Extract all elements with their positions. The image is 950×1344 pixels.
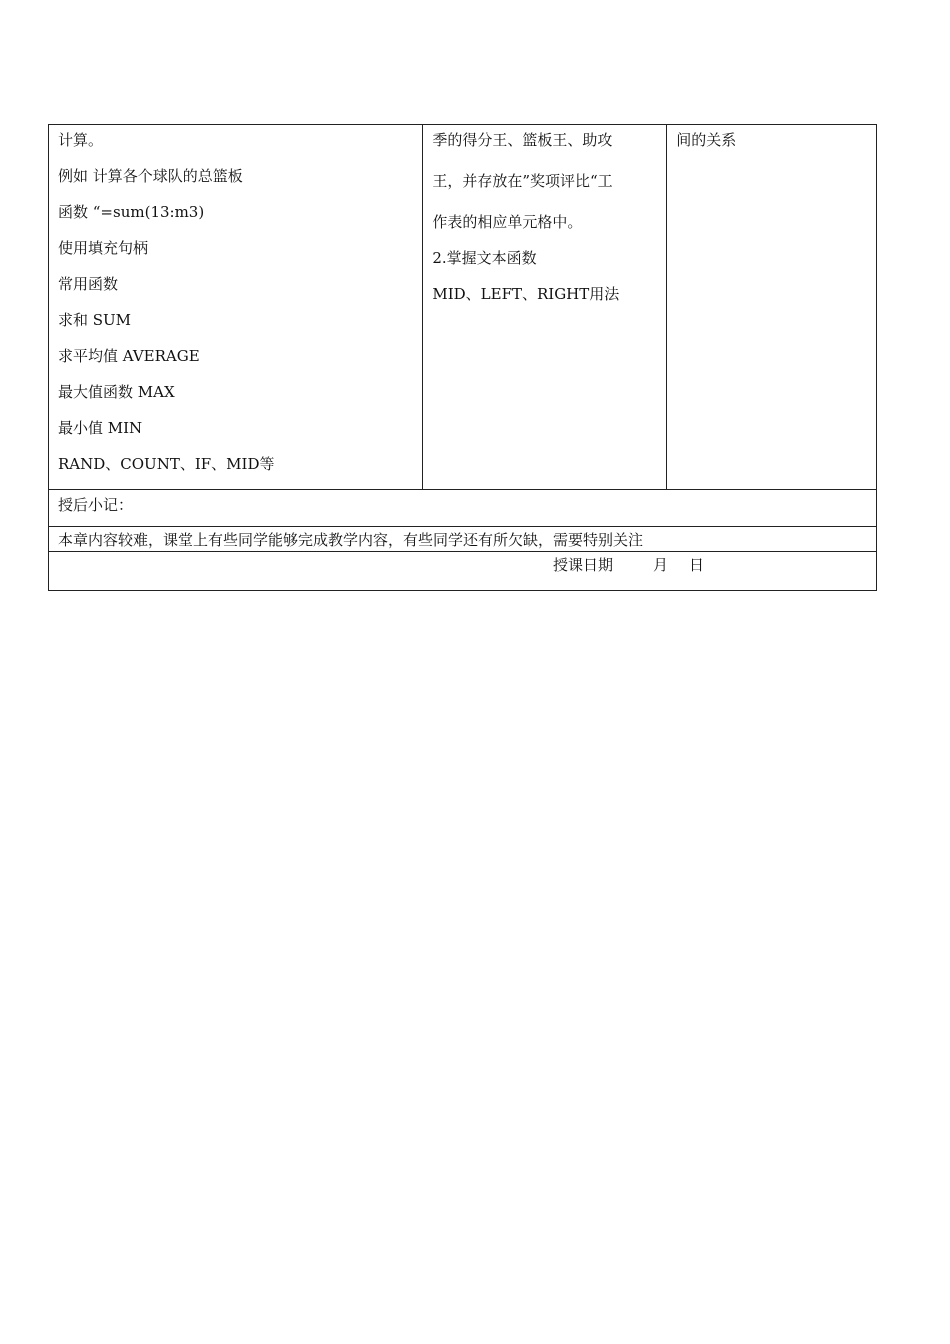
content-line: RAND、COUNT、IF、MID等 <box>58 455 275 473</box>
content-line: 最小值 MIN <box>58 419 143 437</box>
content-line: 例如 计算各个球队的总篮板 <box>58 167 243 185</box>
task-line: 季的得分王、篮板王、助攻 <box>432 131 613 149</box>
task-line: MID、LEFT、RIGHT用法 <box>432 285 620 303</box>
notes-cell <box>49 490 877 527</box>
summary-cell <box>49 527 877 552</box>
lesson-plan-table <box>48 124 877 591</box>
goal-line: 间的关系 <box>676 131 737 149</box>
task-cell <box>423 125 667 490</box>
task-line: 王，并存放在”奖项评比“工 <box>432 172 613 190</box>
notes-label: 授后小记： <box>58 496 134 514</box>
content-row <box>49 125 877 490</box>
task-line: 2.掌握文本函数 <box>432 249 537 267</box>
summary-row <box>49 527 877 552</box>
date-cell <box>49 552 877 591</box>
task-line: 作表的相应单元格中。 <box>432 213 583 231</box>
summary-text: 本章内容较难，课堂上有些同学能够完成教学内容，有些同学还有所欠缺，需要特别关注 <box>58 531 644 549</box>
content-line: 求和 SUM <box>58 311 132 329</box>
teaching-content-cell <box>49 125 423 490</box>
content-line: 常用函数 <box>58 275 119 293</box>
day-label: 日 <box>689 556 705 574</box>
content-line: 最大值函数 MAX <box>58 383 175 401</box>
content-line: 使用填充句柄 <box>58 239 149 257</box>
content-line: 计算。 <box>58 131 104 149</box>
content-line: 求平均值 AVERAGE <box>58 347 200 365</box>
goal-cell <box>667 125 877 490</box>
content-line: 函数 “=sum(13:m3) <box>58 203 205 221</box>
month-label: 月 <box>653 556 669 574</box>
notes-row <box>49 490 877 527</box>
date-row <box>49 552 877 591</box>
lesson-date-label: 授课日期 <box>553 556 614 574</box>
